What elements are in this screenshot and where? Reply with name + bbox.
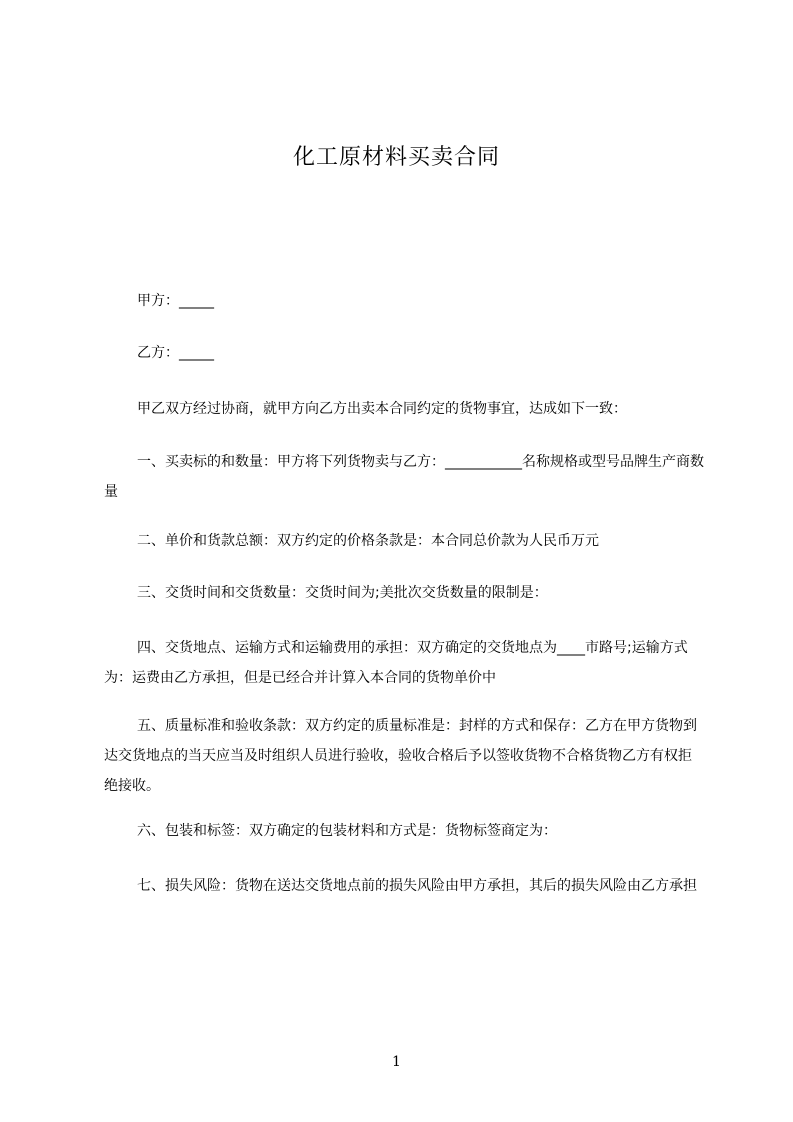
- clause-2: 二、单价和货款总额：双方约定的价格条款是：本合同总价款为人民币万元: [137, 533, 599, 549]
- clause-6: 六、包装和标签：双方确定的包装材料和方式是：货物标签商定为：: [137, 823, 557, 839]
- party-b-line: 乙方：_____: [137, 345, 214, 361]
- document-title: 化工原材料买卖合同: [292, 145, 500, 170]
- clause-5: 五、质量标准和验收条款：双方约定的质量标准是：封样的方式和保存：乙方在甲方货物到达交货地点的当天应当及时组织人员进行验收，验收合格后予以签收货物不合格货物乙方有权拒绝接收。: [104, 718, 697, 794]
- page-number: 1: [392, 1054, 401, 1070]
- clause-7: 七、损失风险：货物在送达交货地点前的损失风险由甲方承担，其后的损失风险由乙方承担: [137, 878, 697, 894]
- clause-3: 三、交货时间和交货数量：交货时间为;美批次交货数量的限制是：: [137, 585, 548, 601]
- party-a-line: 甲方：_____: [137, 293, 214, 309]
- intro-paragraph: 甲乙双方经过协商，就甲方向乙方出卖本合同约定的货物事宜，达成如下一致：: [137, 401, 627, 417]
- clause-1: 一、买卖标的和数量：甲方将下列货物卖与乙方：___________名称规格或型号品牌生产商数量: [104, 454, 704, 500]
- clause-4: 四、交货地点、运输方式和运输费用的承担：双方确定的交货地点为____市路号;运输方式为：运费由乙方承担，但是已经合并计算入本合同的货物单价中: [104, 640, 688, 686]
